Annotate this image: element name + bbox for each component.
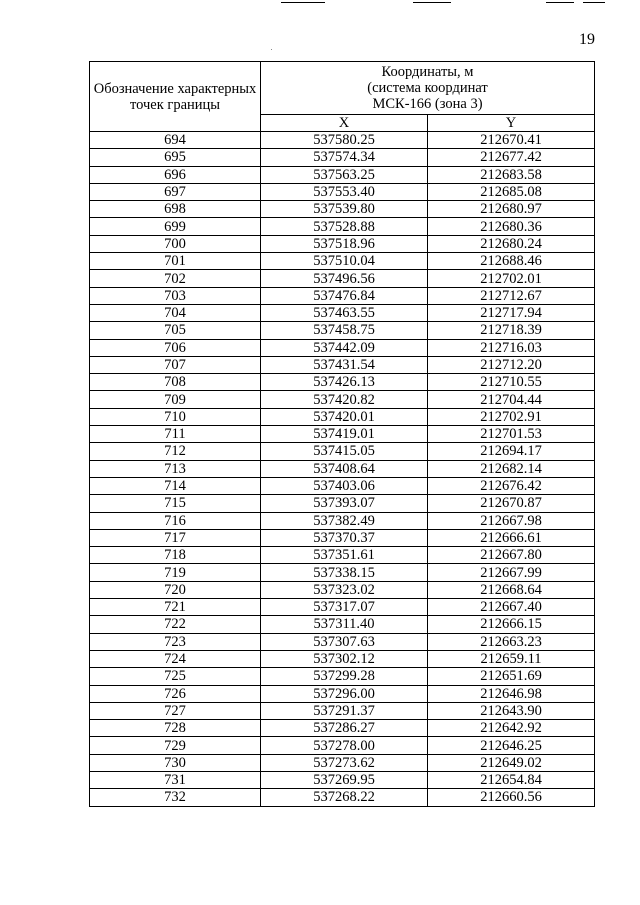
x-coordinate-cell: 537553.40 <box>261 183 428 200</box>
x-coordinate-cell: 537269.95 <box>261 771 428 788</box>
y-coordinate-cell: 212667.98 <box>428 512 595 529</box>
table-row <box>90 408 595 425</box>
y-coordinate-cell: 212680.97 <box>428 201 595 218</box>
x-coordinate-cell: 537580.25 <box>261 132 428 149</box>
header-rule-3 <box>546 2 574 3</box>
y-coordinate-cell: 212670.87 <box>428 495 595 512</box>
y-coordinate-cell: 212718.39 <box>428 322 595 339</box>
y-coordinate-cell: 212702.01 <box>428 270 595 287</box>
table-row <box>90 581 595 598</box>
x-coordinate-cell: 537302.12 <box>261 650 428 667</box>
point-id-cell: 694 <box>90 132 261 149</box>
header-rule-1 <box>281 2 325 3</box>
coordinates-table <box>89 61 595 807</box>
y-coordinate-cell: 212680.24 <box>428 235 595 252</box>
table-row <box>90 460 595 477</box>
y-coordinate-cell: 212682.14 <box>428 460 595 477</box>
y-coordinate-cell: 212666.61 <box>428 529 595 546</box>
x-coordinate-cell: 537403.06 <box>261 477 428 494</box>
x-coordinate-cell: 537415.05 <box>261 443 428 460</box>
table-row <box>90 235 595 252</box>
point-id-cell: 718 <box>90 547 261 564</box>
point-id-cell: 710 <box>90 408 261 425</box>
point-id-cell: 701 <box>90 253 261 270</box>
point-id-cell: 721 <box>90 599 261 616</box>
table-row <box>90 599 595 616</box>
y-coordinate-cell: 212716.03 <box>428 339 595 356</box>
y-coordinate-cell: 212685.08 <box>428 183 595 200</box>
y-coordinate-cell: 212717.94 <box>428 304 595 321</box>
x-coordinate-cell: 537420.82 <box>261 391 428 408</box>
y-coordinate-cell: 212649.02 <box>428 754 595 771</box>
table-row <box>90 218 595 235</box>
point-id-cell: 720 <box>90 581 261 598</box>
x-coordinate-cell: 537393.07 <box>261 495 428 512</box>
y-coordinate-cell: 212642.92 <box>428 720 595 737</box>
point-id-cell: 714 <box>90 477 261 494</box>
table-row <box>90 270 595 287</box>
x-coordinate-cell: 537268.22 <box>261 789 428 806</box>
point-id-cell: 725 <box>90 668 261 685</box>
table-row <box>90 495 595 512</box>
point-id-cell: 698 <box>90 201 261 218</box>
y-coordinate-cell: 212659.11 <box>428 650 595 667</box>
point-id-cell: 711 <box>90 426 261 443</box>
table-row <box>90 356 595 373</box>
y-coordinate-cell: 212676.42 <box>428 477 595 494</box>
point-id-cell: 723 <box>90 633 261 650</box>
y-coordinate-cell: 212701.53 <box>428 426 595 443</box>
point-id-cell: 706 <box>90 339 261 356</box>
y-coordinate-cell: 212668.64 <box>428 581 595 598</box>
y-coordinate-cell: 212670.41 <box>428 132 595 149</box>
y-column-header: Y <box>428 115 595 132</box>
x-coordinate-cell: 537323.02 <box>261 581 428 598</box>
x-coordinate-cell: 537420.01 <box>261 408 428 425</box>
table-row <box>90 650 595 667</box>
table-row <box>90 547 595 564</box>
point-id-cell: 729 <box>90 737 261 754</box>
point-id-cell: 732 <box>90 789 261 806</box>
coordinates-header <box>261 62 595 115</box>
x-coordinate-cell: 537311.40 <box>261 616 428 633</box>
table-row <box>90 166 595 183</box>
point-designation-label: Обозначение характерных точек границы <box>93 80 257 113</box>
table-row <box>90 183 595 200</box>
x-coordinate-cell: 537574.34 <box>261 149 428 166</box>
table-row <box>90 426 595 443</box>
x-coordinate-cell: 537307.63 <box>261 633 428 650</box>
coordinates-header-line-3: МСК-166 (зона 3) <box>372 96 483 112</box>
y-coordinate-cell: 212704.44 <box>428 391 595 408</box>
coordinates-header-line-2: (система координат <box>367 80 488 96</box>
table-row <box>90 633 595 650</box>
point-id-cell: 717 <box>90 529 261 546</box>
y-coordinate-cell: 212702.91 <box>428 408 595 425</box>
point-id-cell: 731 <box>90 771 261 788</box>
point-id-cell: 705 <box>90 322 261 339</box>
point-id-cell: 730 <box>90 754 261 771</box>
point-id-cell: 699 <box>90 218 261 235</box>
x-coordinate-cell: 537273.62 <box>261 754 428 771</box>
y-coordinate-cell: 212712.67 <box>428 287 595 304</box>
x-coordinate-cell: 537296.00 <box>261 685 428 702</box>
page-number: 19 <box>579 31 595 48</box>
x-coordinate-cell: 537286.27 <box>261 720 428 737</box>
table-row <box>90 668 595 685</box>
point-id-cell: 715 <box>90 495 261 512</box>
x-coordinate-cell: 537518.96 <box>261 235 428 252</box>
table-row <box>90 201 595 218</box>
point-id-cell: 709 <box>90 391 261 408</box>
table-body <box>90 132 595 807</box>
x-coordinate-cell: 537338.15 <box>261 564 428 581</box>
point-id-cell: 724 <box>90 650 261 667</box>
table-row <box>90 529 595 546</box>
table-row <box>90 564 595 581</box>
x-coordinate-cell: 537442.09 <box>261 339 428 356</box>
x-coordinate-cell: 537419.01 <box>261 426 428 443</box>
y-coordinate-cell: 212710.55 <box>428 374 595 391</box>
y-coordinate-cell: 212683.58 <box>428 166 595 183</box>
table-row <box>90 685 595 702</box>
point-id-cell: 702 <box>90 270 261 287</box>
x-coordinate-cell: 537463.55 <box>261 304 428 321</box>
x-coordinate-cell: 537278.00 <box>261 737 428 754</box>
x-coordinate-cell: 537426.13 <box>261 374 428 391</box>
table-row <box>90 616 595 633</box>
table-row <box>90 512 595 529</box>
table-row <box>90 287 595 304</box>
point-id-cell: 726 <box>90 685 261 702</box>
table-row <box>90 737 595 754</box>
x-coordinate-cell: 537291.37 <box>261 702 428 719</box>
x-coordinate-cell: 537382.49 <box>261 512 428 529</box>
x-column-header: X <box>261 115 428 132</box>
point-id-cell: 716 <box>90 512 261 529</box>
table-row <box>90 253 595 270</box>
table-row <box>90 132 595 149</box>
y-coordinate-cell: 212688.46 <box>428 253 595 270</box>
x-coordinate-cell: 537299.28 <box>261 668 428 685</box>
x-coordinate-cell: 537408.64 <box>261 460 428 477</box>
y-coordinate-cell: 212646.98 <box>428 685 595 702</box>
y-coordinate-cell: 212654.84 <box>428 771 595 788</box>
x-coordinate-cell: 537496.56 <box>261 270 428 287</box>
table-row <box>90 720 595 737</box>
table-row <box>90 443 595 460</box>
y-coordinate-cell: 212680.36 <box>428 218 595 235</box>
x-coordinate-cell: 537431.54 <box>261 356 428 373</box>
x-coordinate-cell: 537476.84 <box>261 287 428 304</box>
point-id-cell: 722 <box>90 616 261 633</box>
x-coordinate-cell: 537351.61 <box>261 547 428 564</box>
y-coordinate-cell: 212663.23 <box>428 633 595 650</box>
y-coordinate-cell: 212694.17 <box>428 443 595 460</box>
table-row <box>90 149 595 166</box>
y-coordinate-cell: 212667.99 <box>428 564 595 581</box>
table-row <box>90 702 595 719</box>
x-coordinate-cell: 537528.88 <box>261 218 428 235</box>
point-id-cell: 707 <box>90 356 261 373</box>
x-coordinate-cell: 537510.04 <box>261 253 428 270</box>
coordinates-header-line-1: Координаты, м <box>381 64 474 80</box>
table-row <box>90 339 595 356</box>
table-row <box>90 771 595 788</box>
y-coordinate-cell: 212643.90 <box>428 702 595 719</box>
header-rule-2 <box>413 2 451 3</box>
x-coordinate-cell: 537563.25 <box>261 166 428 183</box>
point-id-cell: 713 <box>90 460 261 477</box>
table-row <box>90 754 595 771</box>
point-id-cell: 719 <box>90 564 261 581</box>
table-row <box>90 391 595 408</box>
header-rule-4 <box>583 2 605 3</box>
table-row <box>90 374 595 391</box>
x-coordinate-cell: 537458.75 <box>261 322 428 339</box>
point-id-cell: 712 <box>90 443 261 460</box>
point-id-cell: 697 <box>90 183 261 200</box>
point-id-cell: 696 <box>90 166 261 183</box>
point-id-cell: 708 <box>90 374 261 391</box>
point-id-cell: 695 <box>90 149 261 166</box>
x-coordinate-cell: 537539.80 <box>261 201 428 218</box>
y-coordinate-cell: 212646.25 <box>428 737 595 754</box>
table-row <box>90 789 595 806</box>
point-designation-header <box>90 62 261 132</box>
point-id-cell: 728 <box>90 720 261 737</box>
table-row <box>90 322 595 339</box>
y-coordinate-cell: 212667.80 <box>428 547 595 564</box>
table-row <box>90 304 595 321</box>
scan-speck <box>271 49 272 50</box>
table-row <box>90 477 595 494</box>
y-coordinate-cell: 212667.40 <box>428 599 595 616</box>
x-coordinate-cell: 537317.07 <box>261 599 428 616</box>
x-coordinate-cell: 537370.37 <box>261 529 428 546</box>
y-coordinate-cell: 212712.20 <box>428 356 595 373</box>
point-id-cell: 704 <box>90 304 261 321</box>
point-id-cell: 727 <box>90 702 261 719</box>
y-coordinate-cell: 212677.42 <box>428 149 595 166</box>
table-header <box>90 62 595 132</box>
y-coordinate-cell: 212660.56 <box>428 789 595 806</box>
y-coordinate-cell: 212666.15 <box>428 616 595 633</box>
point-id-cell: 700 <box>90 235 261 252</box>
y-coordinate-cell: 212651.69 <box>428 668 595 685</box>
point-id-cell: 703 <box>90 287 261 304</box>
